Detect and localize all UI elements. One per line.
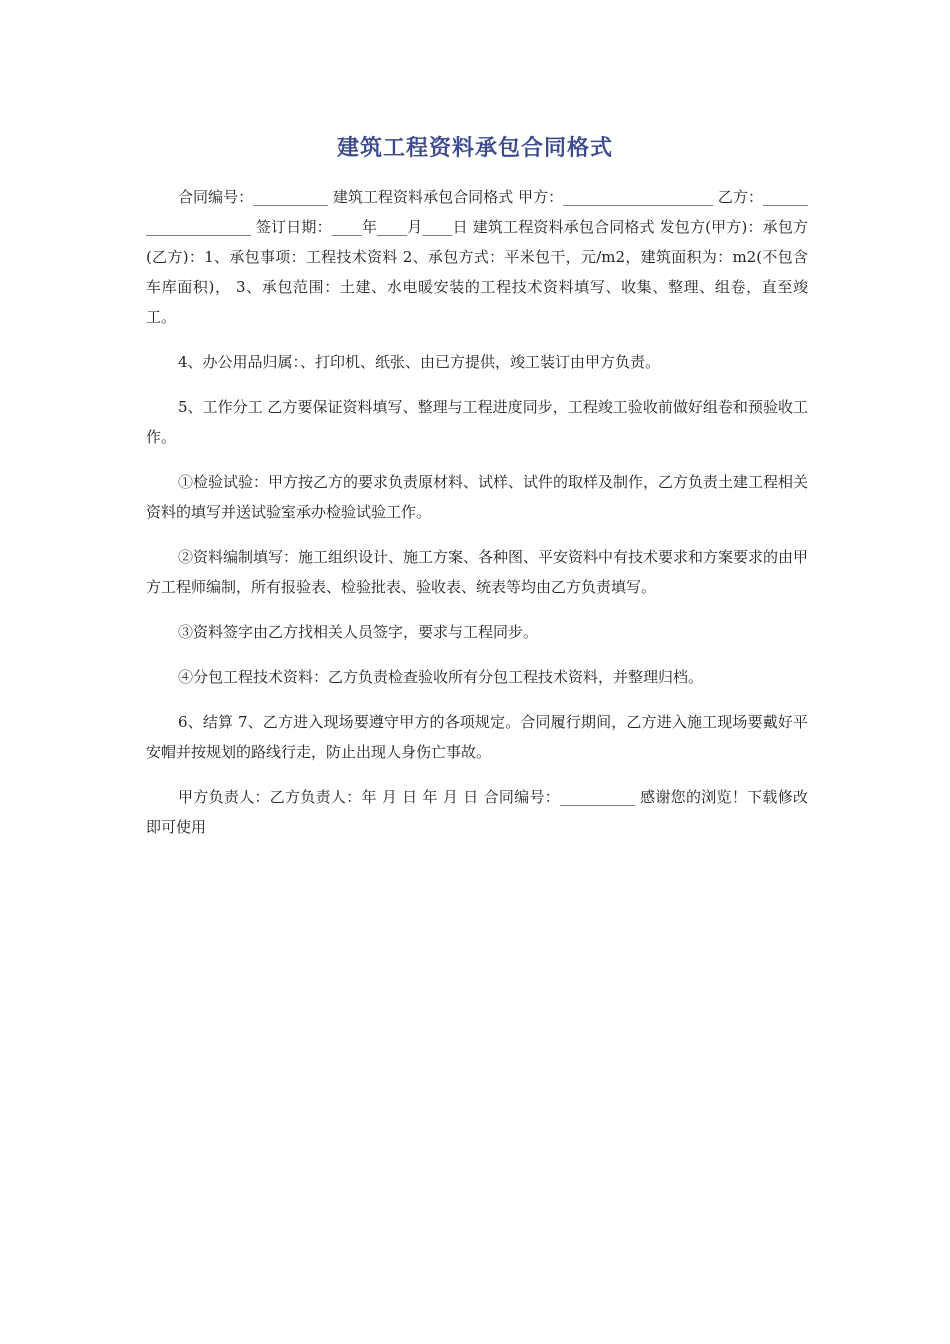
document-body bbox=[146, 182, 808, 857]
paragraph-signatures: ③资料签字由乙方找相关人员签字，要求与工程同步。 bbox=[178, 623, 539, 641]
paragraph-inspection-testing: ①检验试验：甲方按乙方的要求负责原材料、试样、试件的取样及制作，乙方负责土建工程相关资料的填写并送试验室承办检验试验工作。 bbox=[146, 473, 809, 521]
paragraph-contract-header: 合同编号：__________ 建筑工程资料承包合同格式 甲方：____________________ 乙方：____________________ 签订日期：____年____月____日 建筑工程资料承包合同格式 发包方(甲方)：承包方(乙方)：1、承包事项：工程技术资料 2、承包方式：平米包干，元/m2，建筑面积为：m2(不包含车库面积)， 3、承包范围：土建、水电暖安装的工程技术资料填写、收集、整理、组卷，直至竣工。 bbox=[146, 188, 808, 326]
paragraph-work-division: 5、工作分工 乙方要保证资料填写、整理与工程进度同步，工程竣工验收前做好组卷和预验收工作。 bbox=[146, 398, 808, 446]
paragraph-document-compilation: ②资料编制填写：施工组织设计、施工方案、各种图、平安资料中有技术要求和方案要求的由甲方工程师编制，所有报验表、检验批表、验收表、统表等均由乙方负责填写。 bbox=[146, 548, 809, 596]
paragraph-signoff: 甲方负责人：乙方负责人：年 月 日 年 月 日 合同编号：__________ 感谢您的浏览！下载修改即可使用 bbox=[146, 788, 808, 836]
document-title: 建筑工程资料承包合同格式 bbox=[336, 136, 613, 161]
paragraph-office-supplies: 4、办公用品归属：、打印机、纸张、由已方提供，竣工装订由甲方负责。 bbox=[178, 353, 661, 371]
paragraph-settlement: 6、结算 7、乙方进入现场要遵守甲方的各项规定。合同履行期间，乙方进入施工现场要戴好平安帽并按规划的路线行走，防止出现人身伤亡事故。 bbox=[146, 713, 808, 761]
paragraph-subcontract-documents: ④分包工程技术资料：乙方负责检查验收所有分包工程技术资料，并整理归档。 bbox=[178, 668, 704, 686]
